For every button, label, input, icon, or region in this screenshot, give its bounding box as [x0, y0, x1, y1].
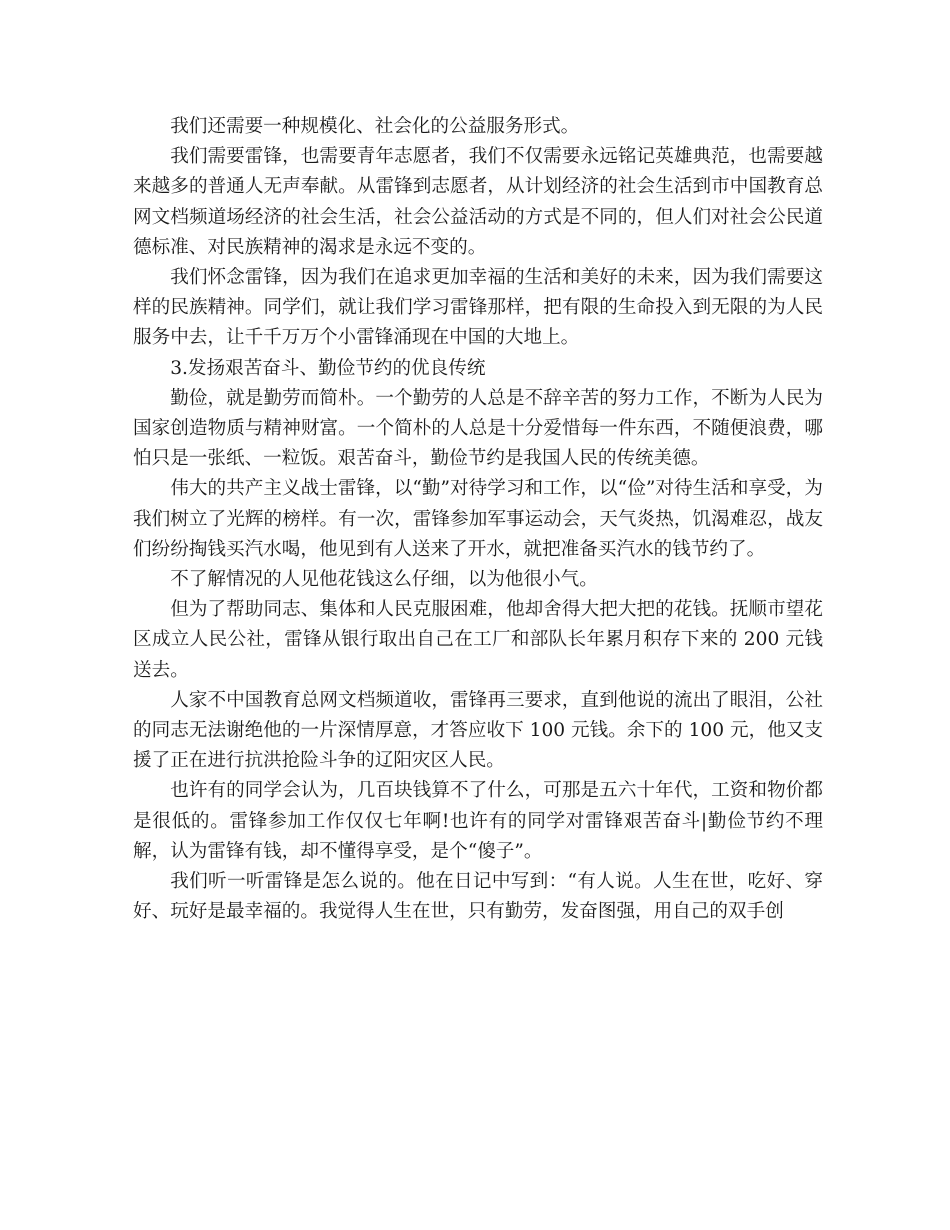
- paragraph-public-service: 我们还需要一种规模化、社会化的公益服务形式。: [170, 116, 580, 137]
- paragraph-volunteers: 我们需要雷锋，也需要青年志愿者，我们不仅需要永远铭记英雄典范，也需要越来越多的普通人无声奉献。从雷锋到志愿者，从计划经济的社会生活到市中国教育总网文档频道场经济的社会生活，社会公益活动的方式是不同的，但人们对社会公民道德标准、对民族精神的渴求是永远不变的。: [133, 146, 823, 258]
- document-page: [133, 112, 823, 927]
- paragraph-sports-meet: 伟大的共产主义战士雷锋，以“勤”对待学习和工作，以“俭”对待生活和享受，为我们树立了光辉的榜样。有一次，雷锋参加军事运动会，天气炎热，饥渴难忍，战友们纷纷掏钱买汽水喝，他见到有人送来了开水，就把准备买汽水的钱节约了。: [133, 478, 823, 560]
- paragraph-stingy: 不了解情况的人见他花钱这么仔细，以为他很小气。: [170, 569, 598, 591]
- paragraph-diary: 我们听一听雷锋是怎么说的。他在日记中写到：“有人说。人生在世，吃好、穿好、玩好是最幸福的。我觉得人生在世，只有勤劳，发奋图强，用自己的双手创: [133, 871, 823, 923]
- paragraph-commune: 人家不中国教育总网文档频道收，雷锋再三要求，直到他说的流出了眼泪，公社的同志无法谢绝他的一片深情厚意，才答应收下 100 元钱。余下的 100 元，他又支援了正在进行抗洪抢险斗争的辽阳灾区人民。: [133, 689, 823, 772]
- section-heading-thrift: 3.发扬艰苦奋斗、勤俭节约的优良传统: [170, 357, 486, 379]
- paragraph-donation: 但为了帮助同志、集体和人民克服困难，他却舍得大把大把的花钱。抚顺市望花区成立人民公社，雷锋从银行取出自己在工厂和部队长年累月积存下来的 200 元钱送去。: [133, 599, 823, 681]
- paragraph-remember-leifeng: 我们怀念雷锋，因为我们在追求更加幸福的生活和美好的未来，因为我们需要这样的民族精神。同学们，就让我们学习雷锋那样，把有限的生命投入到无限的为人民服务中去，让千千万万个小雷锋涌现在中国的大地上。: [133, 267, 823, 349]
- paragraph-understanding: 也许有的同学会认为，几百块钱算不了什么，可那是五六十年代，工资和物价都是很低的。雷锋参加工作仅仅七年啊!也许有的同学对雷锋艰苦奋斗|勤俭节约不理解，认为雷锋有钱，却不懂得享受，是个“傻子”。: [133, 780, 823, 862]
- paragraph-diligence: 勤俭，就是勤劳而简朴。一个勤劳的人总是不辞辛苦的努力工作，不断为人民为国家创造物质与精神财富。一个简朴的人总是十分爱惜每一件东西，不随便浪费，哪怕只是一张纸、一粒饭。艰苦奋斗，勤俭节约是我国人民的传统美德。: [133, 387, 823, 470]
